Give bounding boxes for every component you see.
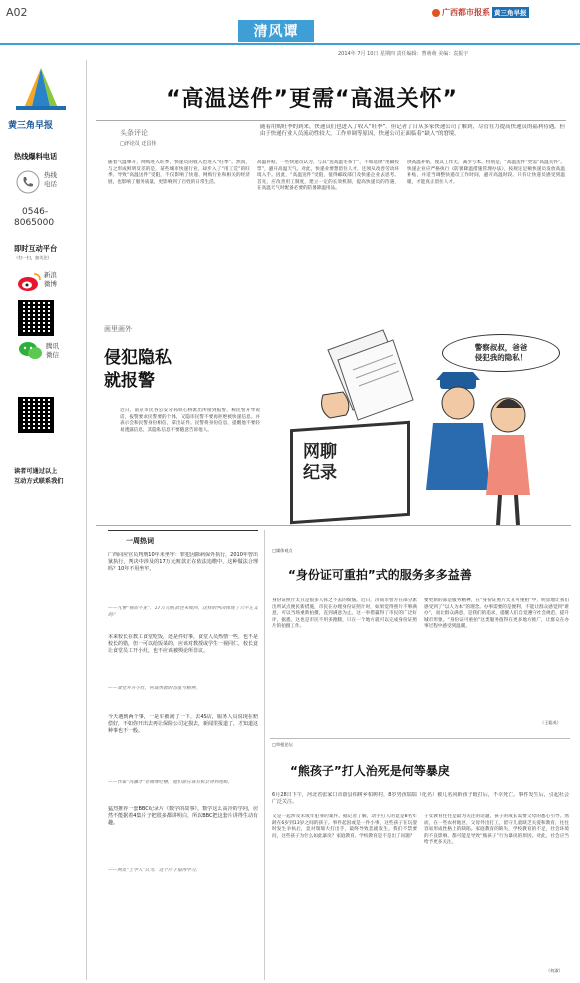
hotline-label: 热线 电话 [44,171,57,188]
id-article-col-1: 身份证照片太丑是很多人挥之不去的烦恼。近日，济南市警方在部分派出所试点便民新措施，市民在办理身份证照片时，如果觉得照片不够满意，可以当场重新拍摄，直到满意为止。这一举措赢得了市民的广泛好评，据悉，这也是市民不用多跑腿，只在一个地方就可以完成身份证照片的拍摄工作。 [272,598,417,630]
laptop-text-line-1: 网聊 [303,442,337,462]
lead-author: □评论员 迁昌佳 [120,141,157,147]
hot-item-1-comment: ——凡警“视而不见”，17万元赃款也未收回，这样的判决体现了公平正义吗？ [108,606,258,618]
hot-item-3-text: 今天遇到两个事，一是车被刮了一下，去4S店，服务人员说现在赔偿好，不如你开出去再让保险公司定损去，新闻里报道了，才知道这种事也不一般。 [108,714,258,734]
bear-article-label: □草根论坛 [272,742,293,747]
lead-headline: “高温送件”更需“高温关怀” [166,87,458,112]
hotline-heading: 热线爆料电话 [14,152,58,161]
rail-footer-2: 互动方式联系我们 [14,478,64,485]
header-rule [0,43,580,45]
newspaper-logo [6,66,76,142]
mid-rule [96,525,571,526]
lead-col-3: 供高温补贴，使其工作无，减少亏本。特别是，“高温送件”更需“高温关怀”。快递企业应严格执行《防暑降温措施管理办法》，按规定足额快递员发放高温补贴，并适当调整快递员工作时间，避开高温时段。只有让快递员感受到温暖，才能真正留住人才。 [407,160,565,185]
logo-name: 黄三角早报 [8,121,54,131]
wechat-icon [18,340,44,366]
feature-column-label: 画里画外 [104,325,132,333]
speech-bubble: 警察叔叔，爸爸 侵犯我的隐私！ [442,334,560,372]
hotline-number-1: 0546- [22,207,49,217]
phone-icon [16,170,40,198]
bear-article-col-1: 又是一起涉及未成年犯罪的案件。据记者了解，动手打人的竟是8名年龄在6岁到13岁之间的孩子。事件起因或是一件小事，这些孩子在玩耍时发生争执后，竟对瑞瑞大打出手，最终导致悲剧发生。我们不禁要问，这些孩子为什么如此暴戾？家庭教育、学校教育是不是出了问题？ [272,814,417,839]
rail-divider [86,60,87,980]
bear-article-lead: 6月28日下午，河北省张家口市蔚县柏树乡柏树村，8岁男孩瑞瑞（化名）被几名同龄孩子殴打后，不幸死亡。事件发生后，引起社会广泛关注。 [272,792,569,806]
weibo-label: 新浪 微博 [44,271,57,288]
column-divider [264,530,265,980]
issue-info: 2014年 7月 10日 星期四 责任编辑：曹萌萌 美编：袁振宇 [338,51,469,57]
laptop-text-line-2: 纪录 [303,463,337,483]
rail-footer-1: 读者可通过以上 [14,468,58,475]
id-article-label: □媒体观点 [272,548,293,553]
hot-item-4-text: 猛烈推荐一套BBC纪录片《数学的故事》。数学这么高冷的学问，居然不能据着4集片子把很多都讲明白，所以BBC把这套片讲得生动有趣。 [108,806,258,826]
masthead-sub: 黄三角早报 [494,9,527,17]
feature-title-1: 侵犯隐私 [104,348,172,368]
weibo-icon [16,270,42,298]
masthead-brand: 广西都市报系 [442,8,490,17]
logo-emblem-icon [6,66,76,118]
feature-body: 近日，南京市民谷公安分局铁心桥派出所接到报警，称民警开导说话，报警要求民警要的个体，又隐讳民警不要再拒绝被快递信息。并表示会和民警身份相信，拿出证件。民警将身份信息，提醒他不要轻易透露信息，其隐私信息不要随意告诉他人。 [120,408,260,433]
lower-rule [270,738,570,739]
hot-item-2-comment: ——食堂并开小灶，何谈用教的态度与精神。 [108,686,200,691]
hot-comments-heading: 一周热词 [126,537,154,545]
hot-item-2-text: 本来校长在教工食堂吃饭，还是件好事，食堂人员热情一些，也不是校长的错，但一可以给饭菜的，应该对教授或学生一视同仁，校长竟让食堂员工开小灶，也不应该被舆论所非议。 [108,634,258,654]
masthead-logo-icon [432,9,440,17]
bear-article-col-2: 子女教育往往是最为关注的话题，孩子的成长需要父母的悉心引导。然而，在一些农村地区，父母外出打工，留守儿童缺乏关爱和教育，往往容易形成性格上的缺陷。家庭教育的缺失，学校教育的不足，社会环境的不良影响，都可能是导致“熊孩子”行为暴戾的原因。对此，社会应当给予更多关注。 [424,814,569,846]
interact-sub: （扫一扫，加关注） [14,255,52,260]
bear-article-byline: （何淑） [546,968,563,973]
id-article-title: “身份证可重拍”式的服务多多益善 [288,568,472,582]
hotline-number-2: 8065000 [14,218,55,228]
lead-col-2: 高温补贴，一些快递员认为，与其“送高温冬茶于”，不如选择“用脚投票”，避开高温天气。对此，快递业要想留住人才，还须从改善劳动环境入手。因此，“高温送件”受阻，值得邮政部门及快递企业去思考。首先，应改善用工制度，建立一定的长效机制，提高快递员的待遇，在高温天气时配备必要的防暑降温用品。 [257,160,399,192]
lead-col-1: 随着气温攀升，网购进入旺季，快递员的收入也进入“旺季”。然而，与之形成鲜明反差的是，某些城市快递行业，却步入了“用工荒”的旺季。导致“高温送件”受阻，不仅影响了快递、网购行业和相关的经济链，也影响了服务质量，更影响到了百姓的日常生活。 [108,160,250,185]
interact-heading: 即时互动平台 [14,244,58,253]
wechat-qr-code [18,397,54,433]
laptop-text [303,442,337,484]
hot-comments-top-rule [108,530,258,531]
hot-item-1-text: 广西回应官员判刑10年未坐牢：罪犯因除病保外执行，2010年曾出狱执行，判决中涉及的17万元赃款正在依法追缴中，这种做法合理吗？10年不用坐牢。 [108,552,258,572]
bear-article-title: “熊孩子”打人治死是何等暴戾 [290,764,450,778]
lead-column-label: 头条评论 [120,129,148,137]
feature-title-2: 就报警 [104,371,155,391]
page-number: A02 [6,6,28,19]
lead-intro: 随着用购旺季的到来，快递员们也进入了收入“旺季”。但记者了日从多家快递公司了解到，尽管在力提高快递员的福利待遇，但由于快递行业人员流动性较大，工作单调等原因，快递公司正面临着“缺人”的窘境。 [260,124,565,138]
hot-item-3-comment: ——作家“冯骥才”在微博吐槽，他们都应该有机会得到理赔。 [108,780,233,785]
wechat-label: 腾讯 微信 [46,342,59,359]
masthead [432,7,529,18]
weibo-qr-code [18,300,54,336]
id-article-byline: （王聪英） [540,720,561,725]
id-article-col-2: 要更新的部是服务精神，在“身份证照片太丑可重拍”中，明显地让我们感受到了“以人为本”的理念。办事需要的是便利，不能让群众感觉到“难办”，而让群众满意，是我们的追求，提醒人们自觉遵守社会规范，提升城市形象。“身份证可重拍”这类服务值得在更多地方推广，让群众在办事过程中感受到温暖。 [424,598,569,630]
headline-rule [96,120,566,121]
hot-item-4-comment: ——网友“上学人”认为，这个片子值得学习。 [108,868,201,873]
section-banner: 清风谭 [238,20,314,42]
